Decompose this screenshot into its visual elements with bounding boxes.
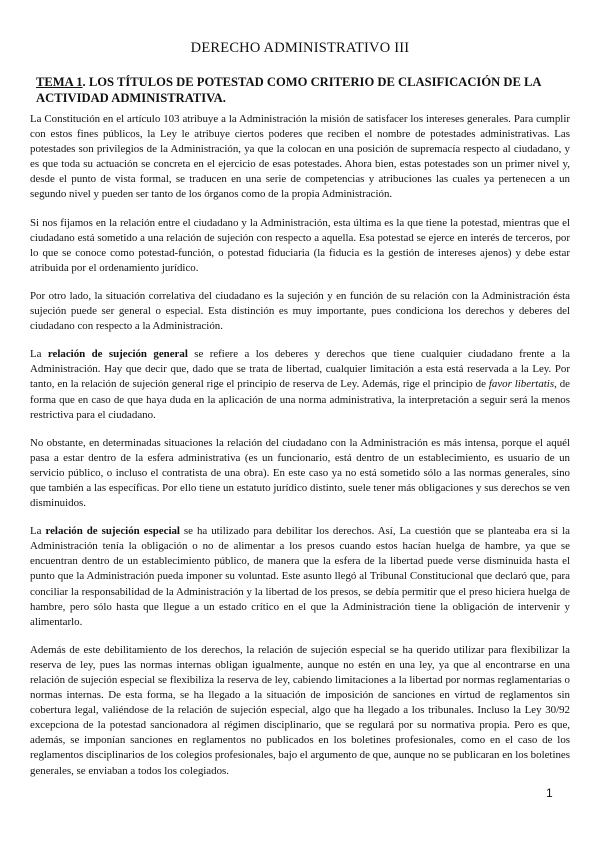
section-heading-text: . LOS TÍTULOS DE POTESTAD COMO CRITERIO DE CLASIFICACIÓN DE LA ACTIVIDAD ADMINISTRATIVA. (36, 75, 541, 105)
paragraph-6-post: se ha utilizado para debilitar los derechos. Así, La cuestión que se planteaba era si la Administración tenía la obligación o no de alimentar a los presos cuando estos hacían huelga de hambre, ya que se encuentran dentro de un establecimiento público, de manera que la esfera de la libertad puede verse disminuida hasta el punto que la Administración pueda imponer su voluntad. Este asunto llegó al Tribunal Constitucional que declaró que, para conciliar la responsabilidad de la Administración y la libertad de los presos, se debía permitir que el preso hiciera huelga de hambre, pero sólo hasta que llegue a un estado crítico en el que la Administración tiene la obligación de intervenir y alimentarlo. (30, 525, 570, 628)
paragraph-4-mid: se refiere a los deberes y derechos que tiene cualquier ciudadano frente a la Administración. Hay que decir que, dado que se trata de libertad, cualquier limitación a esta está reservada a la Ley. Por tanto, en la relación de sujeción general rige el principio de reserva de Ley. Además, rige el principio de (30, 348, 570, 391)
paragraph-5: No obstante, en determinadas situaciones la relación del ciudadano con la Administración es más intensa, porque el aquél pasa a estar dentro de la esfera administrativa (es un funcionario, está dentro de un establecimiento, es usuario de un servicio público, o incluso el contratista de una obra). En este caso ya no está sometido sólo a las normas generales, sino que también a las específicas. Por ello tiene un estatuto jurídico distinto, suele tener más obligaciones y sus derechos se ven disminuidos. (30, 436, 570, 510)
term-sujecion-general: relación de sujeción general (47, 348, 188, 361)
page-number: 1 (546, 786, 553, 800)
paragraph-4-pre: La (30, 348, 48, 361)
paragraph-2: Si nos fijamos en la relación entre el ciudadano y la Administración, esta última es la que tiene la potestad, mientras que el ciudadano está sometido a una relación de sujeción con respecto a aquella. Esa potestad se ejerce en interés de terceros, por lo que se conoce como potestad-función, o potestad fiduciaria (la fiducia es la gestión de intereses ajenos) y debe estar atribuida por el ordenamiento jurídico. (30, 216, 570, 274)
paragraph-3: Por otro lado, la situación correlativa del ciudadano es la sujeción y en función de su relación con la Administración ésta sujeción puede ser general o especial. Esta distinción es muy importante, pues condiciona los derechos y deberes del ciudadano con respecto a la Administración. (30, 289, 570, 333)
paragraph-6-pre: La (30, 525, 46, 538)
paragraph-4-post: , de forma que en caso de que haya duda en la aplicación de una norma administrativa, la interpretación a seguir será la menos restrictiva para el ciudadano. (30, 378, 570, 421)
paragraph-4 (30, 347, 570, 422)
term-sujecion-especial: relación de sujeción especial (45, 525, 180, 538)
section-heading-label: TEMA 1 (36, 75, 83, 89)
paragraph-6 (30, 524, 570, 630)
paragraph-1: La Constitución en el artículo 103 atribuye a la Administración la misión de satisfacer los intereses generales. Para cumplir con estos fines públicos, la Ley le atribuye ciertos poderes que reciben el nombre de potestades administrativas. Las potestades son privilegios de la Administración, ya que la colocan en una posición de supremacía respecto al ciudadano, y es que toda su actuación se concreta en el ejercicio de esas potestades. Ahora bien, estas potestades son un primer nivel y, desde el punto de vista formal, se traducen en una serie de competencias y atribuciones las cuales ya pertenecen a un segundo nivel y pueden ser tanto de los órganos como de la propia Administración. (30, 113, 570, 201)
document-title: DERECHO ADMINISTRATIVO III (190, 40, 410, 56)
document-body (30, 112, 570, 792)
section-heading (36, 74, 566, 106)
term-favor-libertatis: favor libertatis (488, 378, 555, 391)
paragraph-7: Además de este debilitamiento de los derechos, la relación de sujeción especial se ha querido utilizar para flexibilizar la reserva de ley, pues las normas internas obligan igualmente, aunque no estén en una ley, ya que al encontrarse en una relación de sujeción especial se flexibiliza la reserva de ley, cabiendo limitaciones a la libertad por normas reglamentarias o normas internas. De esta forma, se ha llegado a la situación de imposición de sanciones en virtud de reglamentos sin cobertura legal, valiéndose de la relación de sujeción especial, algo que ha llegado a los tribunales. Incluso la Ley 30/92 excepciona de la potestad sancionadora al régimen disciplinario, que se regulará por su normativa propia. Pero es que, además, se imponían sanciones en reglamentos no publicados en los boletines profesionales, como en el caso de los reglamentos disciplinarios de los colegios profesionales, bajo el argumento de que, aunque no se publicaran en los boletines generales, se enviaban a todos los colegiados. (30, 643, 570, 777)
